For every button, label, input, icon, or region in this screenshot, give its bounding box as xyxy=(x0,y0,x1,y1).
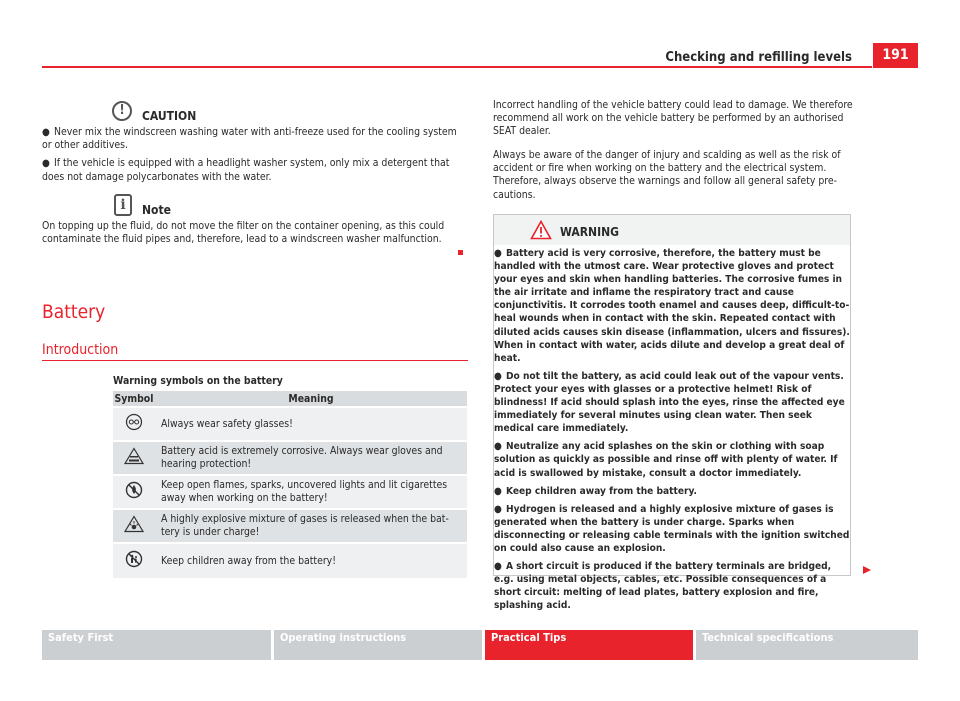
warning-item: ● Keep children away from the battery. xyxy=(494,485,697,497)
footer-tab-safety-first[interactable]: Safety First xyxy=(42,630,271,660)
meaning-cell: A highly explosive mixture of gases is released when the battery is under charge! xyxy=(155,509,467,543)
meaning-cell: Always wear safety glasses! xyxy=(155,407,467,441)
safety-glasses-icon xyxy=(125,413,143,435)
column-header: Symbol xyxy=(113,391,155,407)
warning-title: WARNING xyxy=(560,225,619,239)
table-caption: Warning symbols on the battery xyxy=(113,375,283,387)
warning-item: ● Do not tilt the battery, as acid could leak out of the vapour vents. Protect your eyes with glasses or a protective helmet! Risk of blindness! If acid should splash into the eyes, rinse the affected eye immediately for several minutes using clean water. Then seek medical care immediately. xyxy=(494,370,845,435)
explosive-icon xyxy=(124,515,144,537)
table-row xyxy=(113,475,467,509)
warning-item: ● Battery acid is very corrosive, therefore, the battery must be handled with the utmost care. Wear protective gloves and protect your eyes and skin when handling batteries. The corrosive fumes in the air irritate and inflame the respiratory tract and cause conjunctivitis. It corrodes tooth enamel and causes deep, difficult-to-heal wounds when in contact with the skin. Repeated contact with diluted acids causes skin disease (inflammation, ulcers and fissures). When in contact with water, acids dilute and develop a great deal of heat. xyxy=(494,248,850,364)
subsection-title: Introduction xyxy=(42,342,119,358)
caution-title: CAUTION xyxy=(142,109,197,123)
intro-paragraph: Incorrect handling of the vehicle battery could lead to damage. We therefore recommend all work on the vehicle battery be performed by an authorised SEAT dealer. xyxy=(493,99,853,138)
warning-item: ● Hydrogen is released and a highly explosive mixture of gases is generated when the battery is under charge. Sparks when disconnecting or releasing cable terminals with the ignition switched on could also cause an explosion. xyxy=(494,503,850,554)
warning-triangle-icon xyxy=(530,220,552,244)
no-flames-icon xyxy=(125,481,143,503)
column-header: Meaning xyxy=(155,391,467,407)
continue-arrow-icon xyxy=(862,560,872,579)
table-row xyxy=(113,509,467,543)
warning-item: ● Neutralize any acid splashes on the skin or clothing with soap solution as quickly as possible and rinse off with plenty of water. If acid is swallowed by mistake, consult a doctor immediately. xyxy=(494,441,838,479)
subsection-rule xyxy=(42,360,468,361)
caution-item: ● If the vehicle is equipped with a headlight washer system, only mix a detergent that does not damage polycarbonates with the water. xyxy=(42,157,450,183)
footer-tab-operating-instructions[interactable]: Operating instructions xyxy=(274,630,482,660)
table-row xyxy=(113,407,467,441)
intro-paragraph: Always be aware of the danger of injury and scalding as well as the risk of accident or fire when working on the battery and the electrical system. Therefore, always observe the warnings and follow all general safety precautions. xyxy=(493,149,841,201)
caution-item: ● Never mix the windscreen washing water with anti-freeze used for the cooling system or other additives. xyxy=(42,126,457,152)
note-icon: i xyxy=(114,194,132,216)
section-title: Battery xyxy=(42,301,106,323)
symbols-table xyxy=(113,391,467,578)
running-header: Checking and refilling levels xyxy=(665,50,852,65)
table-row xyxy=(113,441,467,475)
end-marker xyxy=(458,250,463,255)
caution-list xyxy=(42,126,467,189)
keep-children-away-icon xyxy=(125,550,143,572)
caution-icon: ! xyxy=(112,101,132,121)
page-number: 191 xyxy=(873,43,918,68)
meaning-cell: Battery acid is extremely corrosive. Always wear gloves and hearing protection! xyxy=(155,441,467,475)
warning-list xyxy=(494,247,850,617)
note-text: On topping up the fluid, do not move the filter on the container opening, as this could contaminate the fluid pipes and, therefore, lead to a windscreen washer malfunction. xyxy=(42,220,445,246)
warning-item: ● A short circuit is produced if the battery terminals are bridged, e.g. using metal objects, cables, etc. Possible consequences of a short circuit: melting of lead plates, battery explosion and fire, splashing acid. xyxy=(494,561,832,612)
warning-box xyxy=(493,214,851,612)
meaning-cell: Keep open flames, sparks, uncovered lights and lit cigarettes away when working on the battery! xyxy=(155,475,467,509)
warning-header xyxy=(494,215,850,245)
footer-tab-technical-specifications[interactable]: Technical specifications xyxy=(696,630,918,660)
header-rule xyxy=(42,66,872,68)
table-row xyxy=(113,543,467,578)
footer-tab-practical-tips[interactable]: Practical Tips xyxy=(485,630,693,660)
corrosive-icon xyxy=(124,447,144,469)
meaning-cell: Keep children away from the battery! xyxy=(155,543,467,578)
note-title: Note xyxy=(142,203,171,217)
